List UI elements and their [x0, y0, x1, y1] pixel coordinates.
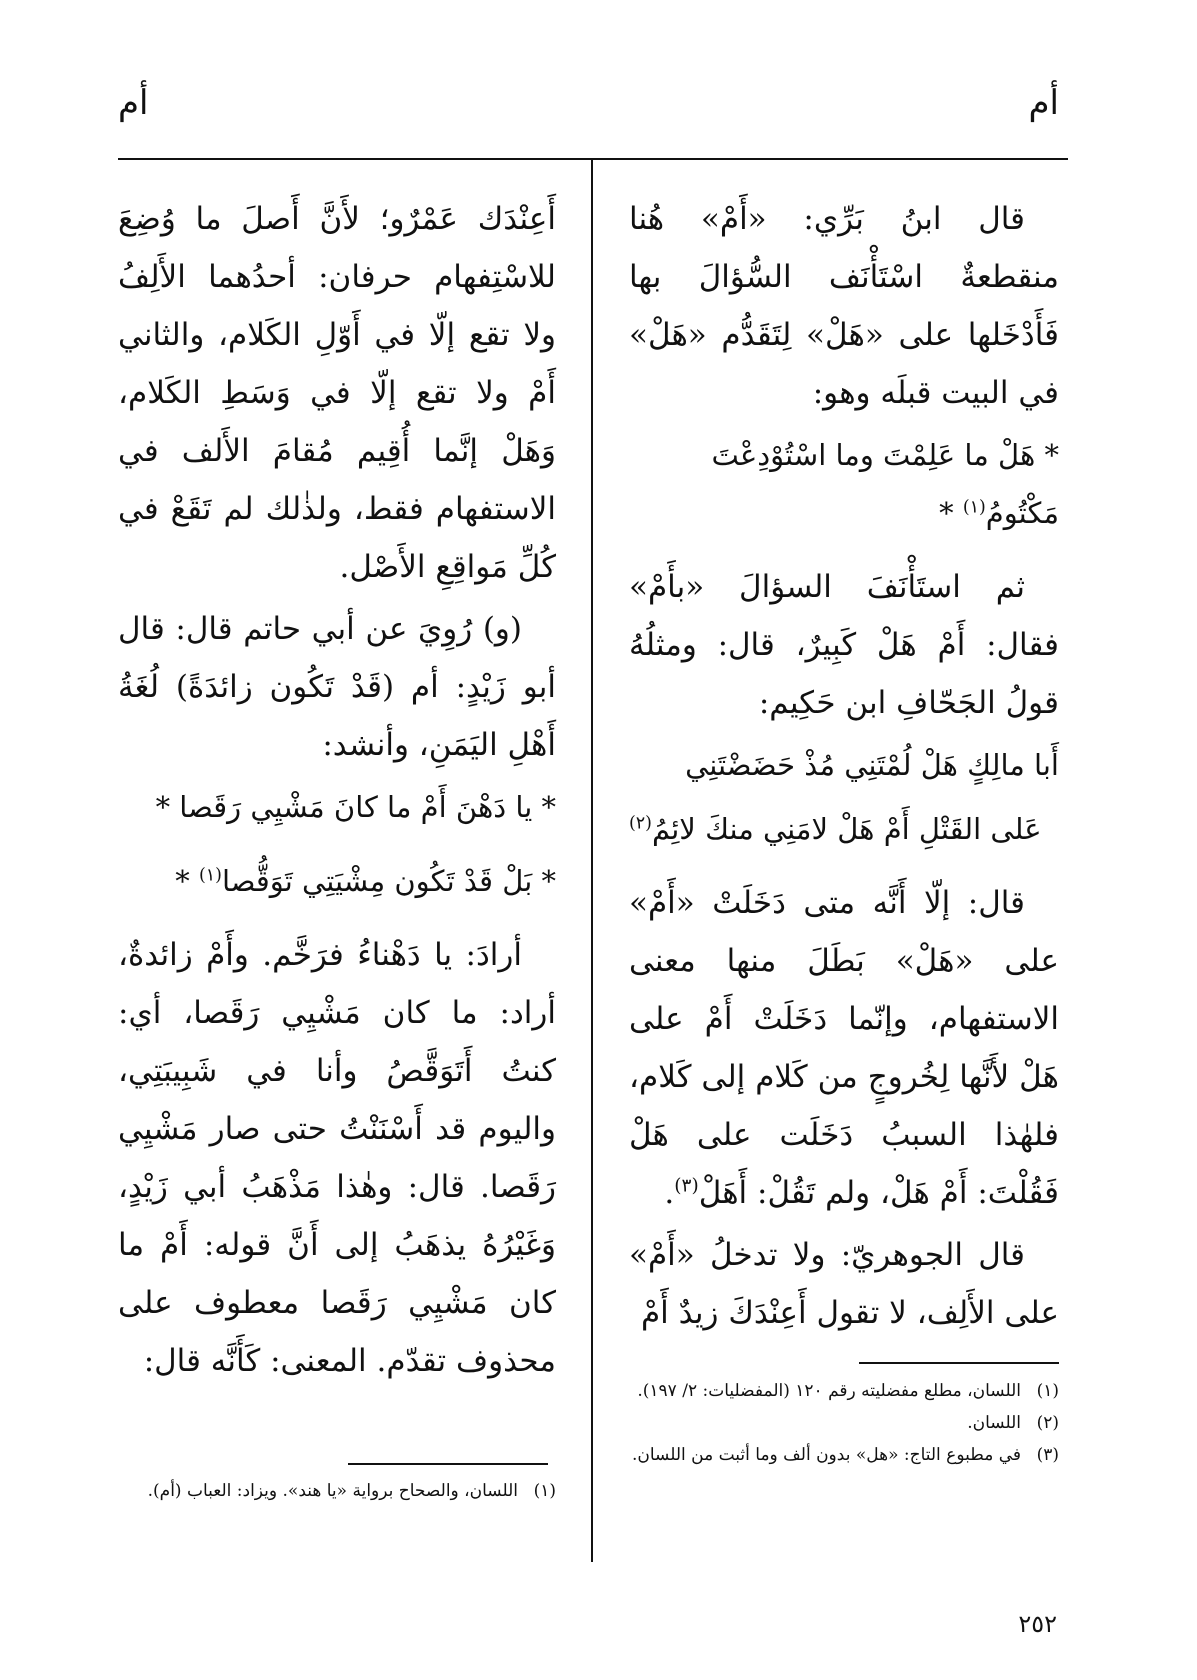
- footnote-number: (١): [533, 1481, 556, 1501]
- running-head-left: أم: [118, 83, 149, 123]
- page-number: ٢٥٢: [1018, 1610, 1057, 1638]
- paragraph-end: .: [664, 1175, 675, 1211]
- right-column: [629, 190, 1059, 1346]
- footnote-marker: (١): [199, 865, 222, 886]
- footnote-marker: (٢): [629, 813, 652, 834]
- footnote-text: اللسان، والصحاح برواية «يا هند». ويزاد: العباب (أم).: [147, 1481, 518, 1501]
- footnote: [629, 1440, 1059, 1470]
- footnote-marker: (٣): [674, 1175, 699, 1197]
- verse-text: * بَلْ قَدْ تَكُون مِشْيَتِي تَوَقُّصا: [221, 864, 556, 898]
- verse-line: [118, 852, 556, 910]
- verse-hemistich-2: [629, 800, 1059, 858]
- footnote-number: (١): [1036, 1381, 1059, 1401]
- footnote: [118, 1476, 556, 1506]
- verse-star: *: [939, 496, 954, 530]
- verse-text: * هَلْ ما عَلِمْتَ وما اسْتُوْدِعْتَ مَكْتُومُ: [711, 438, 1059, 530]
- footnote: [629, 1408, 1059, 1438]
- verse-text: عَلى القَتْلِ أَمْ هَلْ لامَنِي منكَ لائِمُ: [651, 812, 1042, 846]
- footnote-number: (٢): [1036, 1413, 1059, 1433]
- footnote-text: اللسان، مطلع مفضليته رقم ١٢٠ (المفضليات: ٢/ ١٩٧).: [637, 1381, 1021, 1401]
- running-head-right: أم: [1028, 83, 1059, 123]
- paragraph: أرادَ: يا دَهْناءُ فرَخَّم. وأَمْ زائدةٌ، أراد: ما كان مَشْيِي رَقَصا، أي: كنتُ أَتَوَقَّصُ وأنا في شَبِيبَتِي، واليوم قد أَسْنَنْتُ حتى صار مَشْيِي رَقَصا. قال: وهٰذا مَذْهَبُ أبي زَيْدٍ، وَغَيْرُهُ يذهَبُ إلى أَنَّ قوله: أَمْ ما كان مَشْيِي رَقَصا معطوف على محذوف تقدّم. المعنى: كَأَنَّه قال:: [118, 937, 556, 1379]
- footnote-rule-left: [348, 1463, 548, 1465]
- footnote-rule-right: [859, 1362, 1059, 1364]
- paragraph: قال ابنُ بَرِّي: «أَمْ» هُنا منقطعةٌ اسْتَأْنَف السُّؤالَ بها فَأَدْخَلها على «هَلْ» لِتَقَدُّم «هَلْ» في البيت قبلَه وهو:: [629, 201, 1059, 411]
- footnote: [629, 1376, 1059, 1406]
- verse-line: [629, 426, 1059, 542]
- paragraph: [629, 874, 1059, 1222]
- paragraph: أَعِنْدَك عَمْرٌو؛ لأَنَّ أَصلَ ما وُضِعَ للاسْتِفهام حرفان: أحدُهما الأَلِفُ ولا تقع إلّا في أَوّلِ الكَلام، والثاني أَمْ ولا تقع إلّا في وَسَطِ الكَلام، وَهَلْ إنَّما أُقِيم مُقامَ الأَلف في الاستفهام فقط، ولذٰلك لم تَقَعْ في كُلِّ مَواقِعِ الأَصْل.: [118, 201, 556, 585]
- column-divider: [591, 158, 593, 1562]
- verse-star: *: [175, 864, 190, 898]
- paragraph: ثم استَأْنَفَ السؤالَ «بأَمْ» فقال: أَمْ هَلْ كَبِيرٌ، قال: ومثلُهُ قولُ الجَحّافِ ابن حَكِيم:: [629, 569, 1059, 721]
- left-column: [118, 190, 556, 1394]
- paragraph: (و) رُوِيَ عن أبي حاتم قال: قال أبو زَيْدٍ: أم (قَدْ تَكُون زائدَةً) لُغَةُ أَهْلِ اليَمَنِ، وأنشد:: [118, 611, 556, 763]
- footnote-text: في مطبوع التاج: «هل» بدون ألف وما أثبت من اللسان.: [631, 1445, 1021, 1465]
- verse-line: * يا دَهْنَ أَمْ ما كانَ مَشْيِي رَقَصا *: [155, 790, 556, 824]
- header-rule: [118, 158, 1068, 160]
- paragraph-text: قال: إلّا أَنَّه متى دَخَلَتْ «أَمْ» على «هَلْ» بَطَلَ منها معنى الاستفهام، وإنّما دَخَلَتْ أَمْ على هَلْ لأَنَّها لِخُروجٍ من كَلام إلى كَلام، فلهٰذا السببُ دَخَلَت على هَلْ فَقُلْتَ: أَمْ هَلْ، ولم تَقُلْ: أَهَلْ: [629, 885, 1059, 1211]
- footnote-number: (٣): [1036, 1445, 1059, 1465]
- footnotes-left: [118, 1476, 556, 1508]
- verse-hemistich-1: أَبا مالِكٍ هَلْ لُمْتَنِي مُذْ حَضَضْتَنِي: [685, 748, 1059, 782]
- footnotes-right: [629, 1376, 1059, 1472]
- footnote-marker: (١): [962, 497, 986, 518]
- paragraph: قال الجوهريّ: ولا تدخلُ «أَمْ» على الأَلِف، لا تقول أَعِنْدَكَ زيدٌ أَمْ: [629, 1237, 1059, 1331]
- footnote-text: اللسان.: [967, 1413, 1021, 1433]
